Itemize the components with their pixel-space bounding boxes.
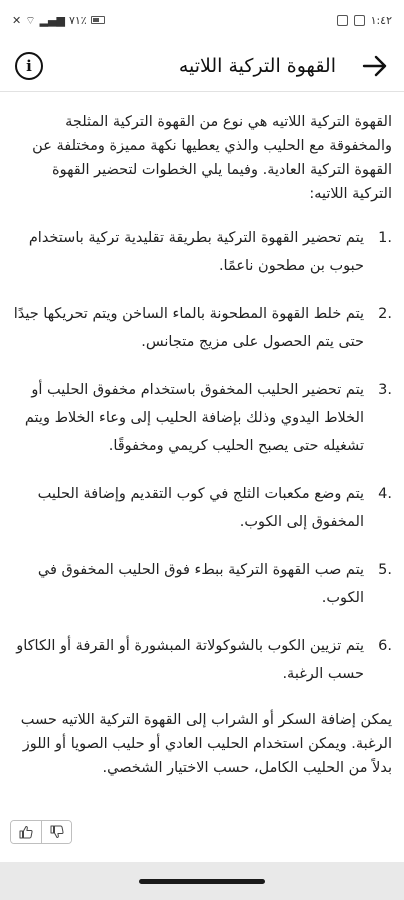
like-button[interactable] bbox=[11, 821, 41, 843]
step-text: يتم تحضير القهوة التركية بطريقة تقليدية تركية باستخدام حبوب بن مطحون ناعمًا. bbox=[28, 230, 364, 274]
thumbs-down-icon bbox=[50, 825, 64, 839]
signal-icon: ▂▄▆ bbox=[39, 13, 65, 27]
step-item bbox=[10, 300, 392, 356]
step-number: 1. bbox=[378, 230, 392, 246]
article-intro: القهوة التركية اللاتيه هي نوع من القهوة التركية المثلجة والمخفوقة مع الحليب والذي يعطيها نكهة مميزة ومختلفة عن القهوة التركية العادية. وفيما يلي الخطوات لتحضير القهوة التركية اللاتيه: bbox=[32, 114, 392, 202]
step-item bbox=[10, 224, 392, 280]
wifi-icon: ⌔ bbox=[25, 13, 36, 27]
thumbs-up-icon bbox=[19, 825, 33, 839]
info-icon: i bbox=[15, 52, 43, 80]
mute-icon: ✕ bbox=[12, 13, 22, 27]
step-number: 2. bbox=[378, 306, 392, 322]
status-bar bbox=[0, 0, 404, 40]
article-content bbox=[0, 92, 404, 862]
dislike-button[interactable] bbox=[41, 821, 71, 843]
battery-icon bbox=[91, 16, 105, 24]
step-item bbox=[10, 556, 392, 612]
status-left-group bbox=[12, 15, 105, 26]
step-text: يتم تزيين الكوب بالشوكولاتة المبشورة أو القرفة أو الكاكاو حسب الرغبة. bbox=[16, 638, 364, 682]
back-button[interactable] bbox=[358, 49, 392, 83]
notification-icon bbox=[337, 15, 348, 26]
step-number: 5. bbox=[378, 562, 392, 578]
step-number: 3. bbox=[378, 382, 392, 398]
step-text: يتم وضع مكعبات الثلج في كوب التقديم وإضافة الحليب المخفوق إلى الكوب. bbox=[37, 486, 364, 530]
page-title: القهوة التركية اللاتيه bbox=[178, 54, 336, 77]
home-gesture-handle[interactable] bbox=[139, 879, 265, 884]
gallery-icon bbox=[354, 15, 365, 26]
step-text: يتم تحضير الحليب المخفوق باستخدام مخفوق الحليب أو الخلاط اليدوي وذلك بإضافة الحليب إلى وعاء الخلاط ويتم تشغيله حتى يصبح الحليب كريمي ومخفوقًا. bbox=[24, 382, 364, 454]
status-time: ١:٤٢ bbox=[370, 13, 392, 27]
article-closing: يمكن إضافة السكر أو الشراب إلى القهوة التركية اللاتيه حسب الرغبة. ويمكن استخدام الحليب العادي أو حليب الصويا أو اللوز بدلاً من الحليب الكامل، حسب الاختيار الشخصي. bbox=[20, 712, 392, 776]
battery-percent: ٧١٪ bbox=[68, 13, 87, 27]
app-bar bbox=[0, 40, 404, 92]
steps-list bbox=[10, 224, 392, 688]
arrow-right-icon bbox=[362, 55, 388, 77]
step-item bbox=[10, 376, 392, 460]
step-item bbox=[10, 632, 392, 688]
info-button[interactable] bbox=[12, 49, 46, 83]
system-nav-bar bbox=[0, 862, 404, 900]
step-number: 4. bbox=[378, 486, 392, 502]
step-text: يتم صب القهوة التركية ببطء فوق الحليب المخفوق في الكوب. bbox=[37, 562, 364, 606]
step-number: 6. bbox=[378, 638, 392, 654]
step-text: يتم خلط القهوة المطحونة بالماء الساخن ويتم تحريكها جيدًا حتى يتم الحصول على مزيج متجانس. bbox=[13, 306, 364, 350]
status-right-group bbox=[337, 14, 392, 27]
feedback-buttons bbox=[10, 820, 72, 844]
step-item bbox=[10, 480, 392, 536]
